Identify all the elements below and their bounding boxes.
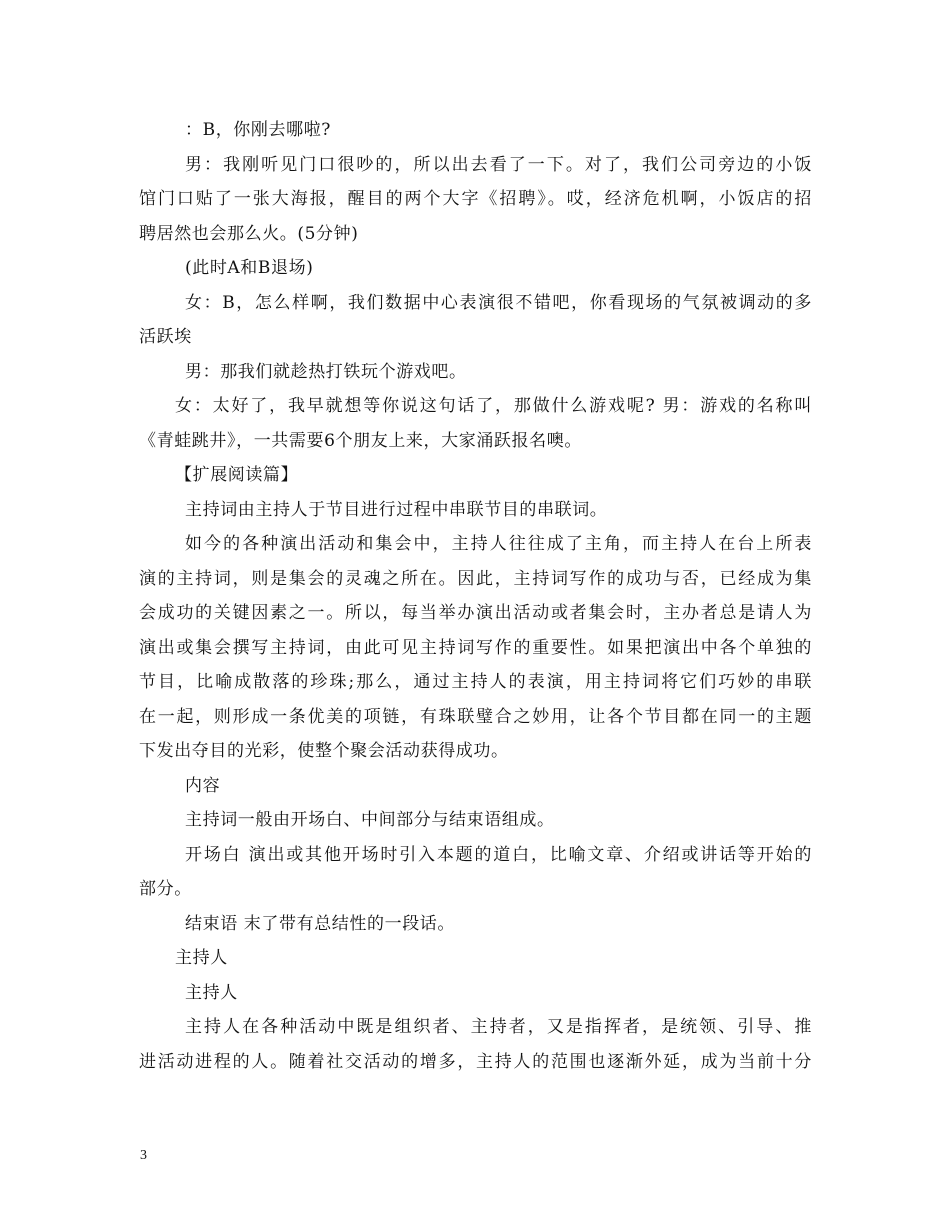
text-line: 主持词由主持人于节目进行过程中串联节目的串联词。 <box>185 499 608 520</box>
section-heading: 【扩展阅读篇】 <box>175 465 299 485</box>
text-line: 《青蛙跳井》，一共需要6个朋友上来，大家涌跃报名噢。 <box>139 430 582 451</box>
text-line: 节目，比喻成散落的珍珠;那么，通过主持人的表演，用主持词将它们巧妙的串联 <box>139 672 812 692</box>
text-line: 女：太好了，我早就想等你说这句话了，那做什么游戏呢? 男：游戏的名称叫 <box>175 396 812 416</box>
text-line: 馆门口贴了一张大海报，醒目的两个大字《招聘》。哎，经济危机啊，小饭店的招 <box>139 189 812 209</box>
text-line: 会成功的关键因素之一。所以，每当举办演出活动或者集会时，主办者总是请人为 <box>139 603 812 623</box>
text-line: 进活动进程的人。随着社交活动的增多，主持人的范围也逐渐外延，成为当前十分 <box>139 1051 812 1072</box>
text-line: ：B，你刚去哪啦? <box>185 120 332 140</box>
text-line: 聘居然也会那么火。(5分钟) <box>139 223 359 244</box>
subheading: 主持人 <box>185 982 238 1003</box>
text-line: 演出或集会撰写主持词，由此可见主持词写作的重要性。如果把演出中各个单独的 <box>139 637 812 658</box>
text-line: 部分。 <box>139 879 192 899</box>
text-line: 如今的各种演出活动和集会中，主持人往往成了主角，而主持人在台上所表 <box>185 534 812 554</box>
text-line: 男：我刚听见门口很吵的，所以出去看了一下。对了，我们公司旁边的小饭 <box>185 154 812 175</box>
text-line: 主持词一般由开场白、中间部分与结束语组成。 <box>185 810 555 830</box>
text-line: 开场白 演出或其他开场时引入本题的道白，比喻文章、介绍或讲话等开始的 <box>185 844 812 865</box>
text-line: 活跃埃 <box>139 327 192 347</box>
text-line: 主持人在各种活动中既是组织者、主持者，又是指挥者，是统领、引导、推 <box>185 1017 812 1037</box>
text-line: 结束语 末了带有总结性的一段话。 <box>185 913 456 934</box>
text-line: 在一起，则形成一条优美的项链，有珠联璧合之妙用，让各个节目都在同一的主题 <box>139 706 812 727</box>
text-line: 女：B，怎么样啊，我们数据中心表演很不错吧，你看现场的气氛被调动的多 <box>185 292 812 313</box>
subheading: 主持人 <box>175 948 228 968</box>
subheading: 内容 <box>185 775 221 796</box>
text-line: 男：那我们就趁热打铁玩个游戏吧。 <box>185 361 467 382</box>
document-body <box>139 113 812 1079</box>
text-line: (此时A和B退场) <box>185 258 314 278</box>
page-number: 3 <box>140 1148 147 1163</box>
text-line: 下发出夺目的光彩，使整个聚会活动获得成功。 <box>139 741 509 761</box>
text-line: 演的主持词，则是集会的灵魂之所在。因此，主持词写作的成功与否，已经成为集 <box>139 568 812 589</box>
